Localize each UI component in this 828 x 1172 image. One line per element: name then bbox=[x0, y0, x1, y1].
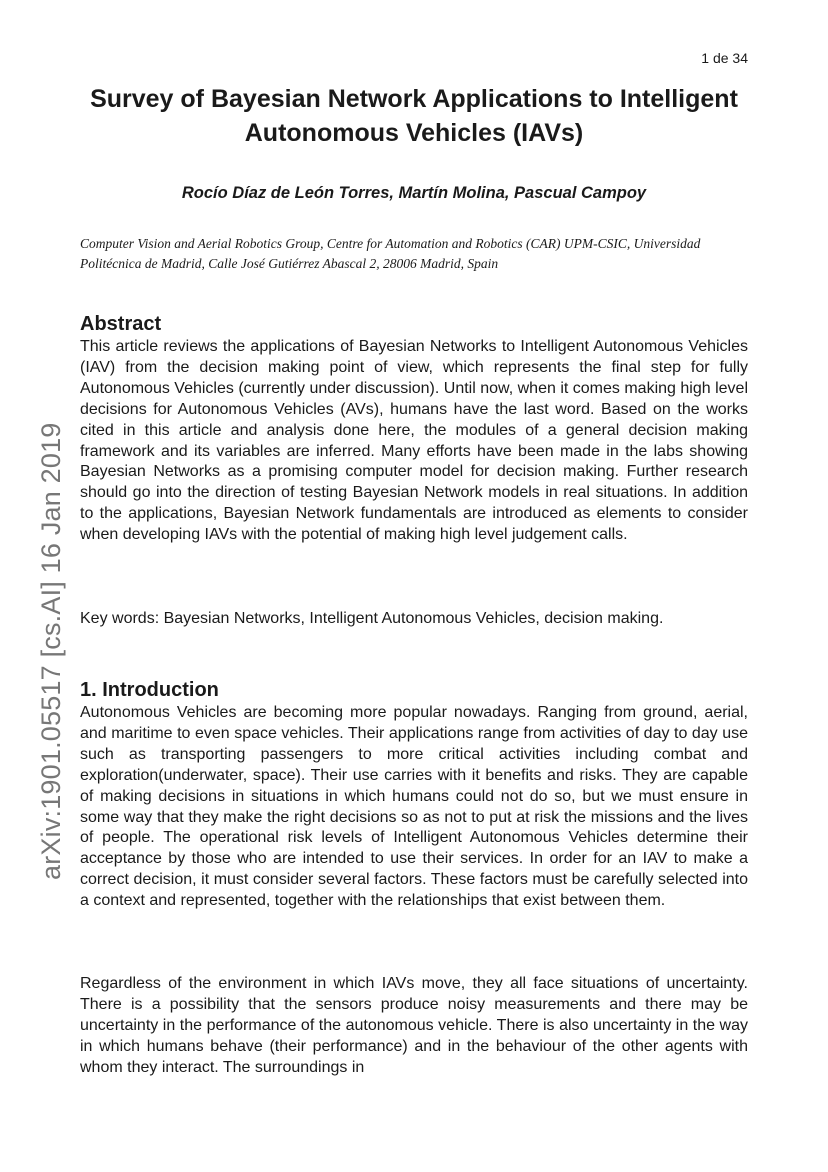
author-list: Rocío Díaz de León Torres, Martín Molina, Pascual Campoy bbox=[181, 184, 647, 202]
introduction-section bbox=[80, 677, 748, 912]
abstract-heading: Abstract bbox=[80, 313, 162, 335]
introduction-paragraph-2: Regardless of the environment in which IAVs move, they all face situations of uncertainty. There is a possibility that the sensors produce noisy measurements and there may be uncertainty in the performance of the autonomous vehicle. There is also uncertainty in the way in which humans behave (their performance) and in the behaviour of the other agents with whom they interact. The surroundings in bbox=[80, 975, 748, 1076]
introduction-paragraph-1: Autonomous Vehicles are becoming more popular nowadays. Ranging from ground, aerial, and maritime to even space vehicles. Their applications range from activities of day to day use such as transporting passengers to more critical activities including combat and exploration(underwater, space). Their use carries with it benefits and risks. They are capable of making decisions in situations in which humans could not do so, but we must ensure in some way that they make the right decisions so as not to put at risk the missions and the lives of people. The operational risk levels of Intelligent Autonomous Vehicles determine their acceptance by those who are intended to use their services. In order for an IAV to make a correct decision, it must consider several factors. These factors must be carefully selected into a context and represented, together with the relationships that exist between them. bbox=[80, 704, 748, 910]
keywords-section bbox=[80, 609, 748, 630]
arxiv-stamp: arXiv:1901.05517 [cs.AI] 16 Jan 2019 bbox=[36, 422, 66, 880]
introduction-continued bbox=[80, 974, 748, 1079]
page-number: 1 de 34 bbox=[701, 50, 748, 66]
abstract-section bbox=[80, 311, 748, 546]
affiliation: Computer Vision and Aerial Robotics Group, Centre for Automation and Robotics (CAR) UPM-CSIC, Universidad Politécnica de Madrid, Calle José Gutiérrez Abascal 2, 28006 Madrid, Spain bbox=[80, 236, 701, 271]
abstract-text: This article reviews the applications of Bayesian Networks to Intelligent Autonomous Vehicles (IAV) from the decision making point of view, which represents the final step for fully Autonomous Vehicles (currently under discussion). Until now, when it comes making high level decisions for Autonomous Vehicles (AVs), humans have the last word. Based on the works cited in this article and analysis done here, the modules of a general decision making framework and its variables are inferred. Many efforts have been made in the labs showing Bayesian Networks as a promising computer model for decision making. Further research should go into the direction of testing Bayesian Network models in real situations. In addition to the applications, Bayesian Network fundamentals are introduced as elements to consider when developing IAVs with the potential of making high level judgement calls. bbox=[80, 338, 748, 544]
introduction-heading: 1. Introduction bbox=[80, 679, 219, 701]
keywords: Key words: Bayesian Networks, Intelligent Autonomous Vehicles, decision making. bbox=[80, 610, 664, 627]
paper-title: Survey of Bayesian Network Applications to Intelligent Autonomous Vehicles (IAVs) bbox=[90, 85, 738, 147]
